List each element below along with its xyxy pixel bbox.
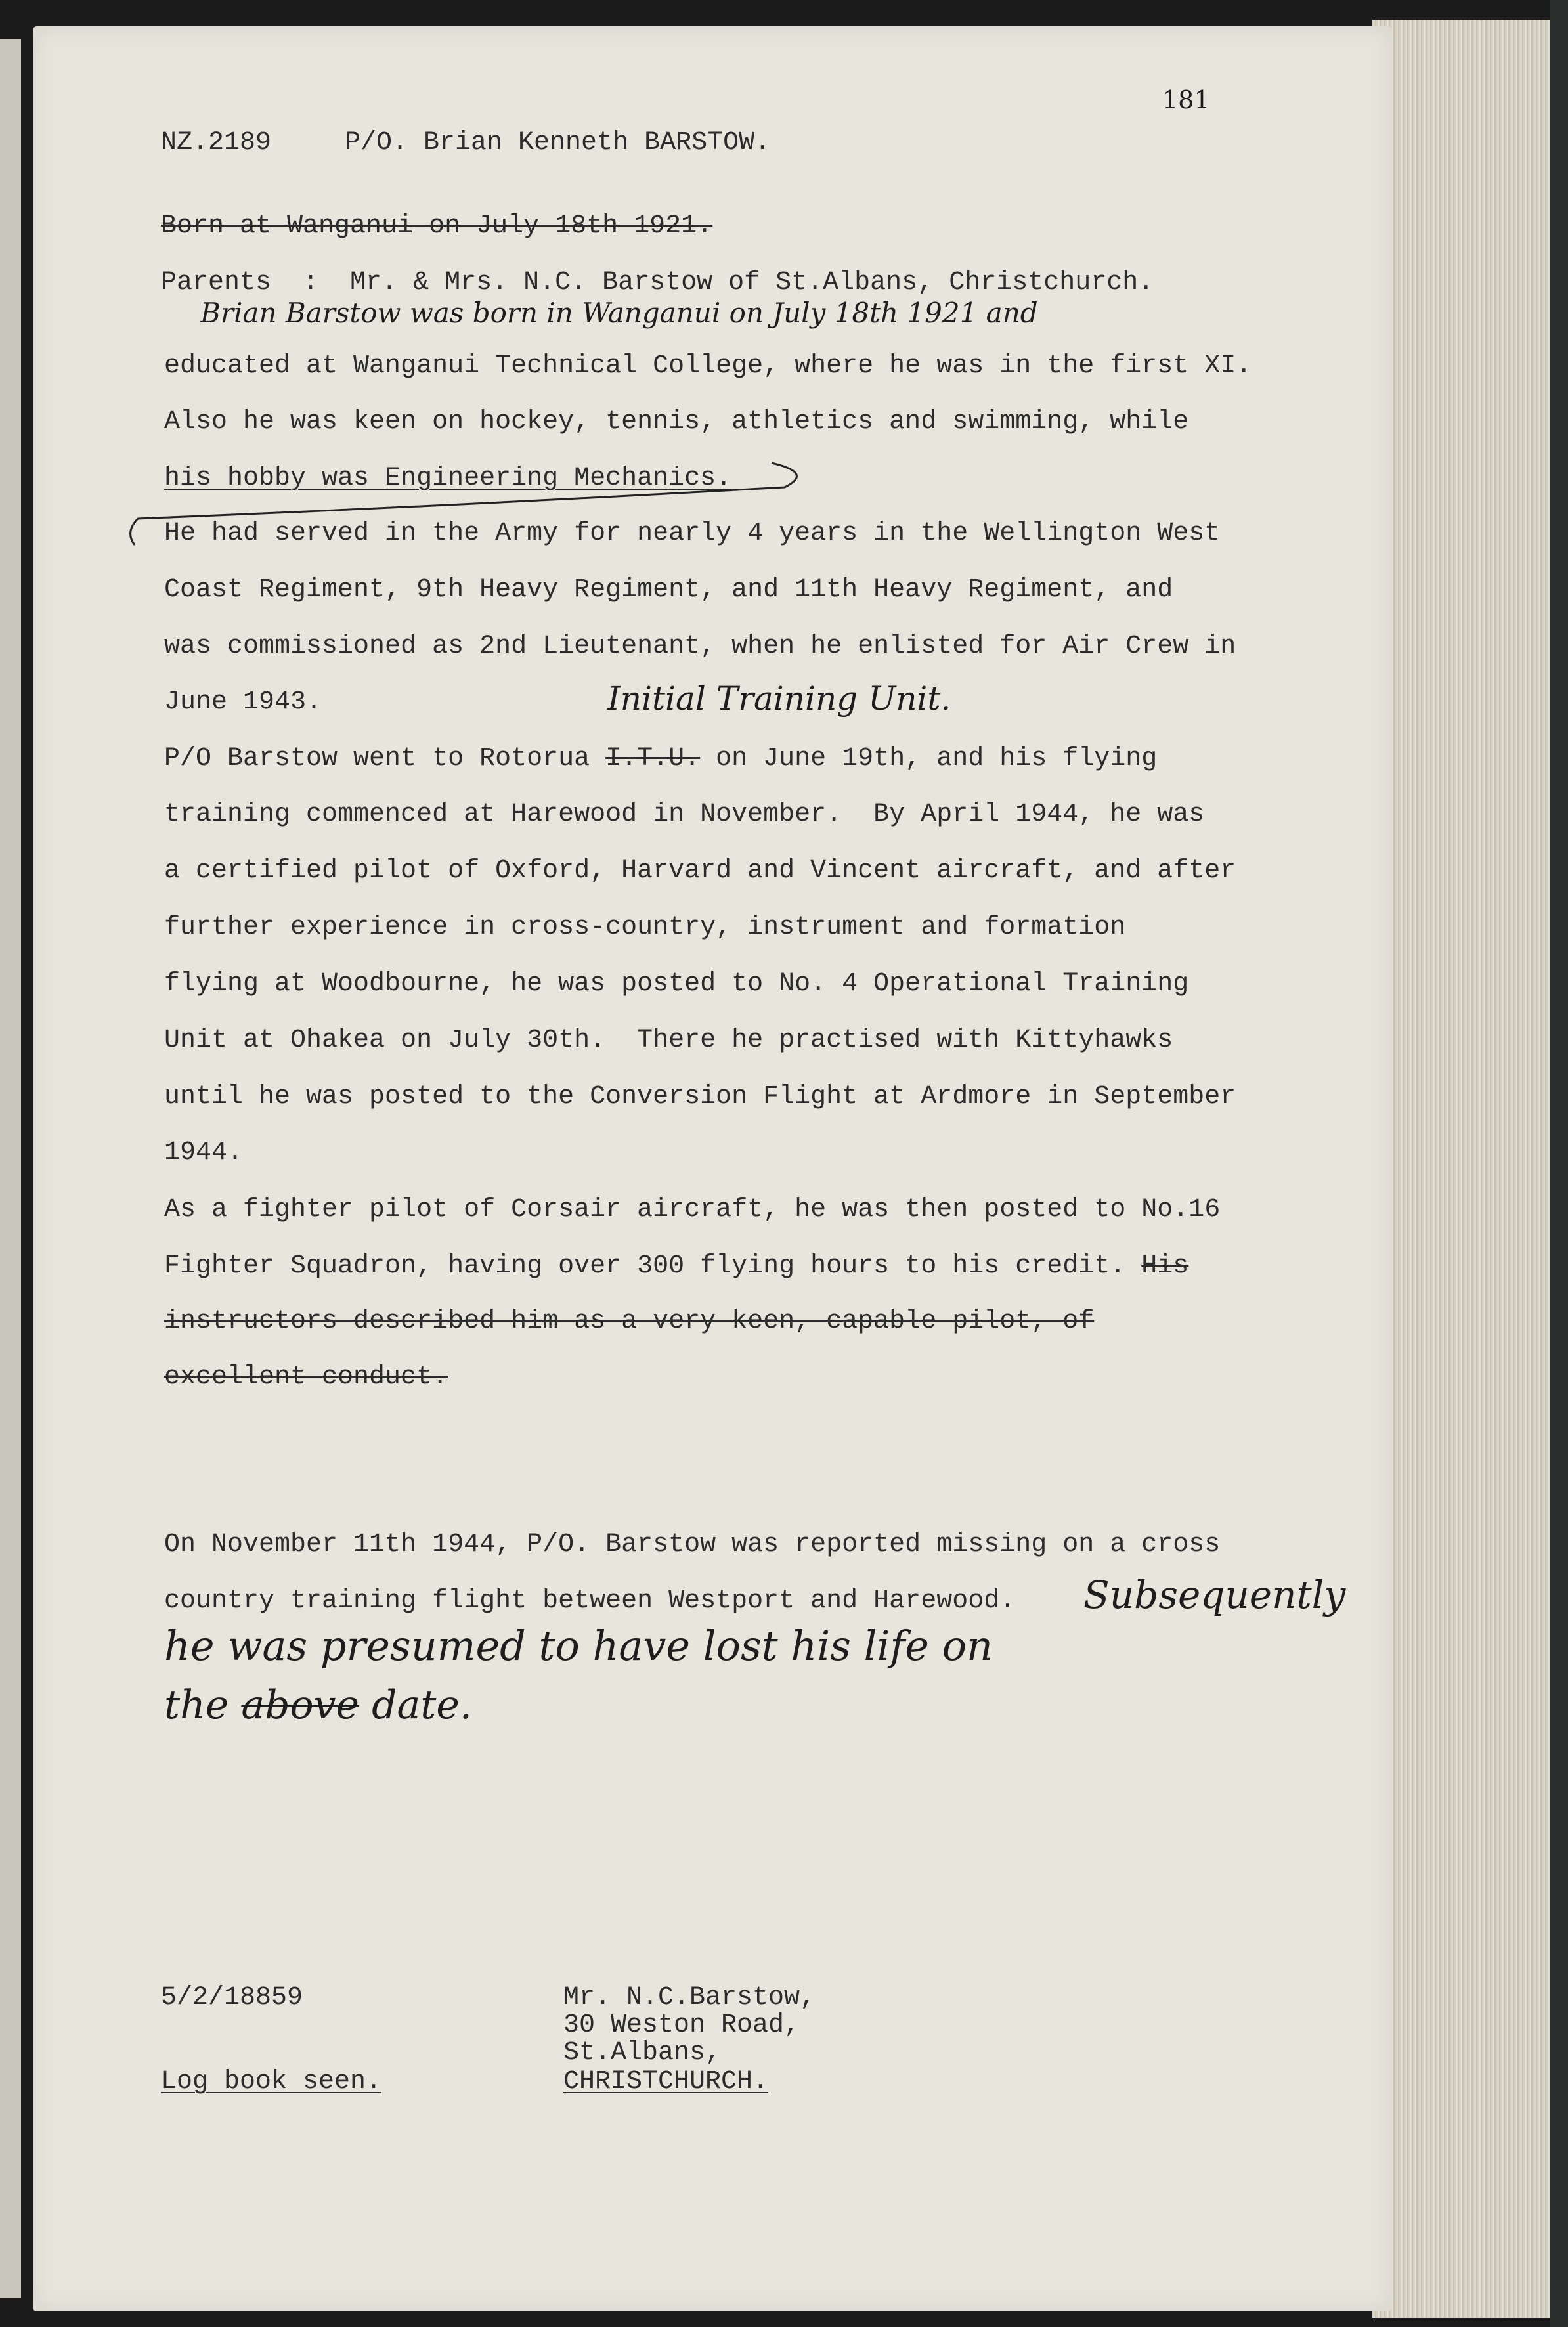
left-page-edge	[0, 39, 21, 2298]
address-line: Mr. N.C.Barstow,	[563, 1983, 816, 2012]
body-line: June 1943.	[164, 687, 322, 717]
body-line: Coast Regiment, 9th Heavy Regiment, and 11th Heavy Regiment, and	[164, 575, 1173, 605]
body-line: Unit at Ohakea on July 30th. There he practised with Kittyhawks	[164, 1026, 1173, 1055]
body-line: his hobby was Engineering Mechanics.	[164, 464, 732, 493]
address-line: 30 Weston Road,	[563, 2011, 800, 2040]
body-line: further experience in cross-country, instrument and formation	[164, 913, 1126, 942]
rotorua-line	[164, 744, 1157, 773]
struck-conduct-line: excellent conduct.	[164, 1362, 448, 1392]
struck-above: above	[241, 1682, 360, 1728]
struck-itu: I.T.U.	[605, 744, 701, 773]
fighter-squadron-text: Fighter Squadron, having over 300 flying hours to his credit.	[164, 1251, 1142, 1281]
parents-line: Parents : Mr. & Mrs. N.C. Barstow of St.Albans, Christchurch.	[161, 268, 1154, 297]
record-name-heading: P/O. Brian Kenneth BARSTOW.	[345, 128, 771, 158]
address-line: St.Albans,	[563, 2038, 722, 2068]
rotorua-line-rest: on June 19th, and his flying	[700, 744, 1158, 773]
file-reference: 5/2/18859	[161, 1983, 303, 2012]
body-line: 1944.	[164, 1138, 244, 1167]
body-line: flying at Woodbourne, he was posted to No. 4 Operational Training	[164, 969, 1189, 999]
handwritten-presumed: he was presumed to have lost his life on	[164, 1622, 993, 1670]
missing-line: country training flight between Westport and Harewood.	[164, 1586, 1016, 1616]
struck-his: His	[1141, 1251, 1189, 1281]
missing-line: On November 11th 1944, P/O. Barstow was reported missing on a cross	[164, 1530, 1221, 1559]
body-line: a certified pilot of Oxford, Harvard and Vincent aircraft, and after	[164, 856, 1236, 886]
body-line: was commissioned as 2nd Lieutenant, when he enlisted for Air Crew in	[164, 632, 1236, 661]
body-line: until he was posted to the Conversion Flight at Ardmore in September	[164, 1082, 1236, 1112]
book-page-edges	[1372, 20, 1550, 2318]
body-line: educated at Wanganui Technical College, where he was in the first XI.	[164, 351, 1252, 381]
handwritten-date-line	[164, 1682, 472, 1728]
rotorua-line-text: P/O Barstow went to Rotorua	[164, 744, 606, 773]
struck-instructors-line: instructors described him as a very keen, capable pilot, of	[164, 1307, 1095, 1336]
handwritten-itu-expansion: Initial Training Unit.	[607, 680, 951, 718]
handwritten-the: the	[164, 1682, 242, 1728]
page-number: 181	[1162, 85, 1210, 114]
body-line: Also he was keen on hockey, tennis, athletics and swimming, while	[164, 407, 1189, 437]
service-number: NZ.2189	[161, 128, 272, 158]
log-book-note: Log book seen.	[161, 2067, 382, 2097]
body-line: He had served in the Army for nearly 4 years in the Wellington West	[164, 519, 1221, 548]
handwritten-subsequently: Subsequently	[1083, 1573, 1346, 1617]
fighter-line: As a fighter pilot of Corsair aircraft, he was then posted to No.16	[164, 1195, 1221, 1225]
handwritten-born-insert: Brian Barstow was born in Wanganui on July 18th 1921 and	[200, 297, 1038, 329]
handwritten-date: date.	[359, 1682, 473, 1728]
address-line: CHRISTCHURCH.	[563, 2067, 769, 2097]
body-line: training commenced at Harewood in November. By April 1944, he was	[164, 800, 1205, 829]
book-cover	[1550, 0, 1568, 2327]
fighter-squadron-line	[164, 1251, 1188, 1281]
struck-born-line: Born at Wanganui on July 18th 1921.	[161, 211, 713, 241]
